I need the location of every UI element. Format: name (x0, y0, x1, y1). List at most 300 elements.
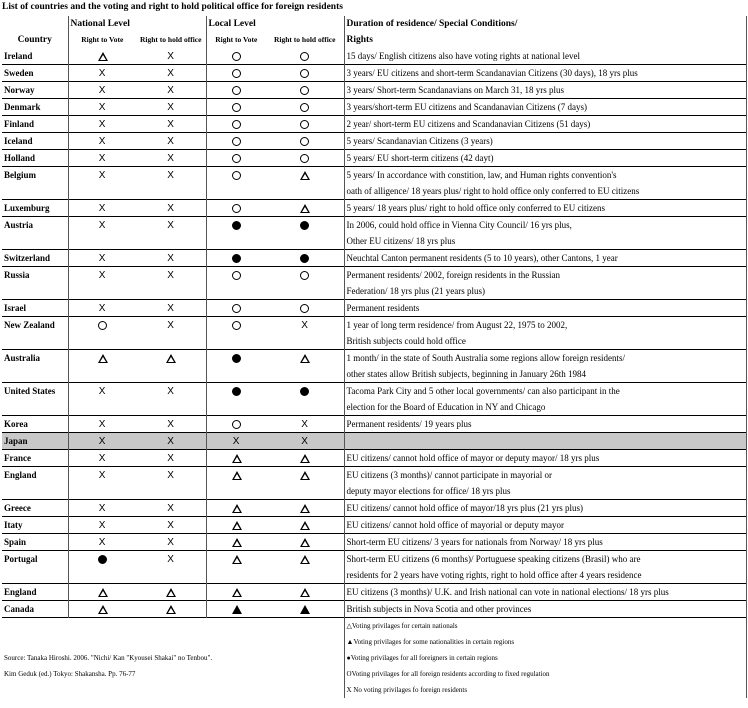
nat-office-cell (136, 48, 206, 65)
duration-cell: British subjects could hold office (344, 333, 746, 350)
open-circle-icon (232, 171, 241, 180)
nat-vote-cell (68, 48, 136, 65)
loc-vote-cell (206, 82, 266, 99)
open-circle-icon (232, 271, 241, 280)
country-cell: Australia (2, 350, 68, 367)
table-row (2, 399, 746, 416)
country-cell: New Zealand (2, 317, 68, 334)
loc-office-cell (266, 150, 344, 167)
open-triangle-icon (98, 354, 107, 363)
duration-cell: 15 days/ English citizens also have voting rights at national level (344, 48, 746, 65)
open-triangle-icon (232, 521, 241, 530)
loc-office-cell (266, 601, 344, 618)
duration-cell: Neuchtal Canton permanent residents (5 to 10 years), other Cantons, 1 year (344, 250, 746, 267)
loc-vote-cell (206, 517, 266, 534)
loc-office-cell (266, 300, 344, 317)
loc-vote-cell (206, 217, 266, 234)
open-triangle-icon (300, 204, 309, 213)
country-cell (2, 567, 68, 584)
country-cell (2, 183, 68, 200)
country-cell (2, 483, 68, 500)
duration-cell: election for the Board of Education in NY and Chicago (344, 399, 746, 416)
country-cell: Austria (2, 217, 68, 234)
loc-vote-cell (206, 500, 266, 517)
loc-office-cell (266, 283, 344, 300)
legend-item: ▲Voting privilages for some nationalities in certain regions (344, 634, 746, 650)
loc-vote-cell (206, 133, 266, 150)
country-cell (2, 366, 68, 383)
country-cell: Denmark (2, 99, 68, 116)
nat-office-cell (136, 116, 206, 133)
legend-item: △Voting privilages for certain nationals (344, 618, 746, 635)
nat-office-cell (136, 450, 206, 467)
open-circle-icon (232, 137, 241, 146)
table-row (2, 483, 746, 500)
table-row (2, 250, 746, 267)
cross-icon: X (98, 153, 106, 165)
nat-vote-cell (68, 366, 136, 383)
table-row (2, 317, 746, 334)
cross-icon: X (167, 253, 174, 265)
table-title: List of countries and the voting and right to hold political office for foreign residents (2, 2, 343, 12)
open-triangle-icon (300, 504, 309, 513)
nat-office-cell (136, 500, 206, 517)
open-circle-icon (232, 321, 241, 330)
loc-office-cell (266, 567, 344, 584)
cross-icon: X (98, 85, 106, 97)
cross-icon: X (167, 102, 174, 114)
loc-office-cell (266, 333, 344, 350)
loc-office-cell (266, 450, 344, 467)
open-circle-icon (300, 137, 309, 146)
cross-icon: X (167, 554, 174, 566)
loc-office-cell (266, 233, 344, 250)
nat-vote-cell (68, 416, 136, 433)
duration-cell: 3 years/short-term EU citizens and Scandanavian Citizens (7 days) (344, 99, 746, 116)
nat-vote-cell (68, 150, 136, 167)
cross-icon: X (167, 153, 174, 165)
table-row (2, 450, 746, 467)
open-circle-icon (232, 103, 241, 112)
cross-icon: X (98, 503, 106, 515)
open-triangle-icon (300, 555, 309, 564)
table-row (2, 99, 746, 116)
loc-vote-cell (206, 283, 266, 300)
duration-cell: residents for 2 years have voting rights, right to hold office after 4 years residence (344, 567, 746, 584)
nat-office-cell (136, 317, 206, 334)
duration-cell: 1 year of long term residence/ from August 22, 1975 to 2002, (344, 317, 746, 334)
open-circle-icon (300, 103, 309, 112)
loc-vote-cell (206, 534, 266, 551)
filled-circle-icon (232, 221, 241, 230)
nat-office-cell (136, 333, 206, 350)
legend-item: ●Voting privilages for all foreigners in certain regions (344, 650, 746, 666)
open-triangle-icon (300, 538, 309, 547)
nat-office-cell (136, 399, 206, 416)
loc-vote-cell (206, 116, 266, 133)
nat-vote-cell (68, 584, 136, 601)
table-row (2, 48, 746, 65)
nat-office-cell (136, 283, 206, 300)
loc-vote-cell (206, 416, 266, 433)
open-triangle-icon (98, 588, 107, 597)
loc-office-cell (266, 517, 344, 534)
duration-cell: 5 years/ In accordance with constition, law, and Human rights convention's (344, 167, 746, 184)
table-row (2, 350, 746, 367)
cross-icon: X (167, 520, 174, 532)
cross-icon: X (167, 220, 174, 232)
open-triangle-icon (300, 521, 309, 530)
nat-vote-cell (68, 350, 136, 367)
loc-vote-cell (206, 267, 266, 284)
table-row (2, 467, 746, 484)
source-cell (2, 682, 344, 698)
cross-icon: X (167, 503, 174, 515)
nat-office-cell (136, 200, 206, 217)
loc-office-cell (266, 183, 344, 200)
table-row (2, 116, 746, 133)
cross-icon: X (167, 303, 174, 315)
table-row (2, 150, 746, 167)
duration-cell: EU citizens (3 months)/ U.K. and Irish national can vote in national elections/ 18 yrs plus (344, 584, 746, 601)
open-circle-icon (300, 271, 309, 280)
duration-cell: Permanent residents/ 19 years plus (344, 416, 746, 433)
nat-office-cell (136, 99, 206, 116)
country-cell: United States (2, 383, 68, 400)
table-row (2, 283, 746, 300)
open-triangle-icon (300, 454, 309, 463)
loc-office-cell (266, 82, 344, 99)
nat-office-cell (136, 383, 206, 400)
open-circle-icon (232, 304, 241, 313)
nat-vote-cell (68, 183, 136, 200)
nat-vote-cell (68, 450, 136, 467)
open-triangle-icon (166, 605, 175, 614)
nat-vote-cell (68, 167, 136, 184)
loc-office-cell (266, 584, 344, 601)
loc-office-cell (266, 200, 344, 217)
nat-office-cell (136, 551, 206, 568)
nat-vote-cell (68, 517, 136, 534)
rights-table (2, 16, 747, 698)
open-circle-icon (98, 321, 107, 330)
nat-vote-cell (68, 250, 136, 267)
cross-icon: X (98, 119, 106, 131)
duration-cell: EU citizens/ cannot hold office of mayorial or deputy mayor (344, 517, 746, 534)
open-triangle-icon (300, 171, 309, 180)
cross-icon: X (167, 470, 174, 482)
cross-icon: X (167, 170, 174, 182)
filled-circle-icon (232, 387, 241, 396)
table-row (2, 567, 746, 584)
table-row (2, 517, 746, 534)
filled-triangle-icon (232, 605, 241, 614)
source-cell (2, 618, 344, 635)
cross-icon: X (98, 386, 106, 398)
loc-office-cell (266, 250, 344, 267)
header-local: Local Level (206, 16, 344, 32)
nat-vote-cell (68, 116, 136, 133)
table-row (2, 433, 746, 450)
header-loc-vote: Right to Vote (206, 32, 266, 48)
nat-office-cell (136, 467, 206, 484)
open-triangle-icon (232, 555, 241, 564)
table-row (2, 534, 746, 551)
open-circle-icon (232, 204, 241, 213)
country-cell: Ireland (4, 51, 33, 61)
loc-vote-cell (206, 601, 266, 618)
header-row-1 (2, 16, 746, 32)
filled-circle-icon (232, 254, 241, 263)
cross-icon: X (301, 320, 308, 332)
table-row (2, 267, 746, 284)
cross-icon: X (98, 203, 106, 215)
nat-vote-cell (68, 99, 136, 116)
loc-office-cell (266, 383, 344, 400)
cross-icon: X (167, 85, 174, 97)
country-cell: Japan (2, 433, 68, 450)
nat-vote-cell (68, 467, 136, 484)
nat-office-cell (136, 167, 206, 184)
country-cell (2, 333, 68, 350)
header-row-2 (2, 32, 746, 48)
table-row (2, 233, 746, 250)
loc-office-cell (266, 116, 344, 133)
nat-vote-cell (68, 267, 136, 284)
nat-vote-cell (68, 601, 136, 618)
open-circle-icon (300, 52, 309, 61)
open-circle-icon (300, 154, 309, 163)
table-row (2, 183, 746, 200)
filled-circle-icon (300, 221, 309, 230)
nat-office-cell (136, 267, 206, 284)
nat-vote-cell (68, 383, 136, 400)
header-national: National Level (68, 16, 206, 32)
legend-row (2, 618, 746, 635)
legend-row (2, 650, 746, 666)
legend-item: X No voting privilages fo foreign residents (344, 682, 746, 698)
cross-icon: X (98, 520, 106, 532)
loc-vote-cell (206, 48, 266, 65)
table-row (2, 383, 746, 400)
duration-cell: EU citizens/ cannot hold office of mayor/18 yrs plus (21 yrs plus) (344, 500, 746, 517)
country-cell: Holland (2, 150, 68, 167)
open-triangle-icon (232, 504, 241, 513)
table-row (2, 300, 746, 317)
nat-vote-cell (68, 433, 136, 450)
open-circle-icon (300, 304, 309, 313)
nat-vote-cell (68, 399, 136, 416)
legend-row (2, 666, 746, 682)
open-triangle-icon (232, 538, 241, 547)
nat-vote-cell (68, 567, 136, 584)
open-circle-icon (232, 120, 241, 129)
nat-vote-cell (68, 233, 136, 250)
table-row (2, 416, 746, 433)
open-triangle-icon (232, 471, 241, 480)
cross-icon: X (98, 436, 106, 448)
duration-cell: EU citizens (3 months)/ cannot participate in mayorial or (344, 467, 746, 484)
loc-vote-cell (206, 551, 266, 568)
table-row (2, 584, 746, 601)
cross-icon: X (98, 303, 106, 315)
cross-icon: X (98, 537, 106, 549)
open-circle-icon (232, 420, 241, 429)
cross-icon: X (98, 220, 106, 232)
open-triangle-icon (300, 588, 309, 597)
loc-office-cell (266, 467, 344, 484)
cross-icon: X (98, 270, 106, 282)
country-cell: Sweden (2, 65, 68, 82)
country-cell: England (2, 584, 68, 601)
open-triangle-icon (232, 454, 241, 463)
country-cell: Greece (2, 500, 68, 517)
open-triangle-icon (98, 52, 107, 61)
country-cell: Israel (2, 300, 68, 317)
table-row (2, 167, 746, 184)
cross-icon: X (98, 170, 106, 182)
duration-cell: 3 years/ EU citizens and short-term Scandanavian Citizens (30 days), 18 yrs plus (344, 65, 746, 82)
duration-cell: Federation/ 18 yrs plus (21 years plus) (344, 283, 746, 300)
duration-cell: EU citizens/ cannot hold office of mayor or deputy mayor/ 18 yrs plus (344, 450, 746, 467)
table-row (2, 601, 746, 618)
duration-cell: 1 month/ in the state of South Australia some regions allow foreign residents/ (344, 350, 746, 367)
loc-office-cell (266, 133, 344, 150)
loc-office-cell (266, 500, 344, 517)
loc-vote-cell (206, 584, 266, 601)
open-circle-icon (232, 86, 241, 95)
open-circle-icon (300, 69, 309, 78)
nat-office-cell (136, 250, 206, 267)
loc-vote-cell (206, 99, 266, 116)
cross-icon: X (232, 436, 240, 448)
loc-vote-cell (206, 483, 266, 500)
nat-office-cell (136, 517, 206, 534)
source-cell (2, 634, 344, 650)
cross-icon: X (98, 419, 106, 431)
open-triangle-icon (300, 471, 309, 480)
country-cell: Norway (2, 82, 68, 99)
duration-cell: 2 year/ short-term EU citizens and Scandanavian Citizens (51 days) (344, 116, 746, 133)
nat-vote-cell (68, 483, 136, 500)
table-row (2, 200, 746, 217)
loc-office-cell (266, 217, 344, 234)
duration-cell: Permanent residents (344, 300, 746, 317)
cross-icon: X (167, 419, 174, 431)
filled-circle-icon (300, 254, 309, 263)
cross-icon: X (98, 136, 106, 148)
loc-office-cell (266, 366, 344, 383)
cross-icon: X (167, 119, 174, 131)
loc-vote-cell (206, 300, 266, 317)
loc-vote-cell (206, 433, 266, 450)
country-cell: Luxemburg (2, 200, 68, 217)
nat-office-cell (136, 366, 206, 383)
cross-icon: X (301, 436, 308, 448)
header-nat-vote: Right to Vote (68, 32, 136, 48)
country-cell: France (2, 450, 68, 467)
open-triangle-icon (166, 588, 175, 597)
nat-vote-cell (68, 500, 136, 517)
loc-office-cell (266, 483, 344, 500)
loc-vote-cell (206, 366, 266, 383)
duration-cell: Short-term EU citizens (6 months)/ Portuguese speaking citizens (Brasil) who are (344, 551, 746, 568)
loc-vote-cell (206, 200, 266, 217)
duration-cell (344, 433, 746, 450)
nat-office-cell (136, 233, 206, 250)
table-row (2, 82, 746, 99)
cross-icon: X (167, 537, 174, 549)
duration-cell: British subjects in Nova Scotia and other provinces (344, 601, 746, 618)
duration-cell: deputy mayor elections for office/ 18 yrs plus (344, 483, 746, 500)
loc-office-cell (266, 99, 344, 116)
loc-vote-cell (206, 150, 266, 167)
country-cell: Portugal (2, 551, 68, 568)
open-circle-icon (232, 69, 241, 78)
loc-office-cell (266, 416, 344, 433)
filled-circle-icon (98, 555, 107, 564)
cross-icon: X (167, 136, 174, 148)
loc-vote-cell (206, 399, 266, 416)
loc-office-cell (266, 167, 344, 184)
table-row (2, 500, 746, 517)
loc-office-cell (266, 267, 344, 284)
loc-vote-cell (206, 567, 266, 584)
duration-cell: 5 years/ 18 years plus/ right to hold office only conferred to EU citizens (344, 200, 746, 217)
source-cell: Source: Tanaka Hiroshi. 2006. "Nichi/ Kan "Kyousei Shakai" no Tenbou". (4, 654, 213, 662)
loc-vote-cell (206, 383, 266, 400)
open-circle-icon (300, 86, 309, 95)
nat-vote-cell (68, 300, 136, 317)
country-cell: Switzerland (2, 250, 68, 267)
loc-vote-cell (206, 317, 266, 334)
cross-icon: X (167, 436, 174, 448)
loc-office-cell (266, 433, 344, 450)
open-circle-icon (232, 52, 241, 61)
duration-cell: Permanent residents/ 2002, foreign residents in the Russian (344, 267, 746, 284)
loc-vote-cell (206, 250, 266, 267)
country-cell: England (2, 467, 68, 484)
nat-office-cell (136, 350, 206, 367)
duration-cell: Other EU citizens/ 18 yrs plus (344, 233, 746, 250)
duration-cell: Tacoma Park City and 5 other local governments/ can also participant in the (344, 383, 746, 400)
open-triangle-icon (166, 354, 175, 363)
loc-vote-cell (206, 183, 266, 200)
nat-vote-cell (68, 333, 136, 350)
country-cell: Korea (2, 416, 68, 433)
open-triangle-icon (232, 588, 241, 597)
loc-vote-cell (206, 233, 266, 250)
country-cell: Spain (2, 534, 68, 551)
cross-icon: X (167, 320, 174, 332)
nat-office-cell (136, 217, 206, 234)
table-row (2, 333, 746, 350)
cross-icon: X (98, 470, 106, 482)
loc-vote-cell (206, 467, 266, 484)
nat-office-cell (136, 567, 206, 584)
loc-office-cell (266, 48, 344, 65)
nat-office-cell (136, 433, 206, 450)
duration-cell: In 2006, could hold office in Vienna City Council/ 16 yrs plus, (344, 217, 746, 234)
table-row (2, 65, 746, 82)
header-rights: Rights (344, 32, 746, 48)
loc-vote-cell (206, 350, 266, 367)
nat-office-cell (136, 65, 206, 82)
duration-cell: 3 years/ Short-term Scandanavians on March 31, 18 yrs plus (344, 82, 746, 99)
open-circle-icon (300, 120, 309, 129)
cross-icon: X (98, 453, 106, 465)
nat-office-cell (136, 416, 206, 433)
